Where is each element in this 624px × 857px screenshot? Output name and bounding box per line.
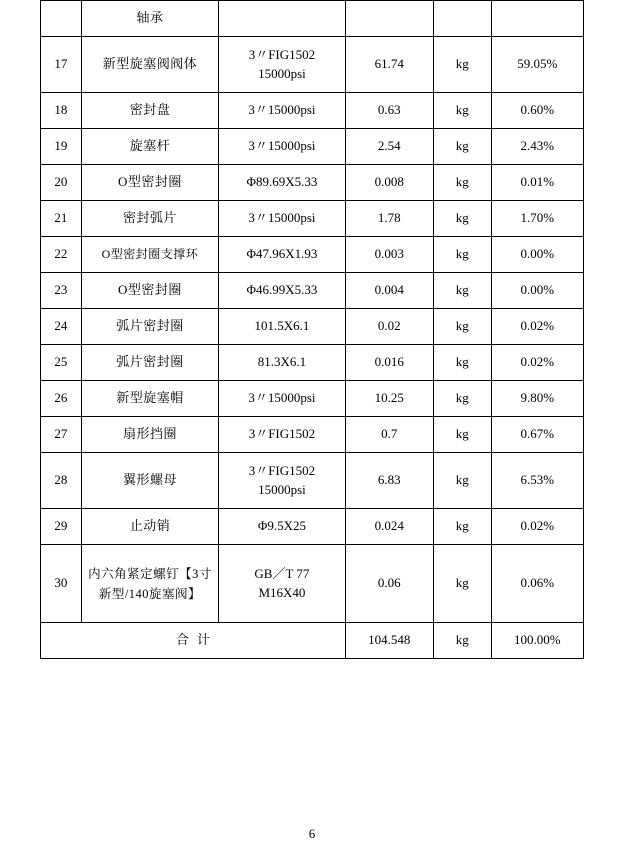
cell-spec-line: GB／T 77 (254, 565, 310, 581)
cell-pct: 6.53% (491, 453, 583, 509)
table-row (41, 345, 584, 381)
table-row (41, 237, 584, 273)
cell-spec-line: M16X40 (258, 584, 306, 600)
cell-weight: 0.63 (345, 93, 433, 129)
cell-weight: 0.7 (345, 417, 433, 453)
table-row (41, 545, 584, 623)
table-row (41, 37, 584, 93)
table-row (41, 381, 584, 417)
cell-unit: kg (433, 509, 491, 545)
cell-no: 17 (41, 37, 82, 93)
cell-no: 25 (41, 345, 82, 381)
cell-spec: Φ46.99X5.33 (219, 273, 346, 309)
cell-spec: 81.3X6.1 (219, 345, 346, 381)
cell-name: 扇形挡圈 (81, 417, 218, 453)
cell-spec: 3〃FIG1502 (219, 417, 346, 453)
cell-spec (219, 37, 346, 93)
table-row (41, 273, 584, 309)
cell-no: 23 (41, 273, 82, 309)
cell-weight: 0.024 (345, 509, 433, 545)
cell-spec: 101.5X6.1 (219, 309, 346, 345)
cell-weight: 0.02 (345, 309, 433, 345)
cell-no: 22 (41, 237, 82, 273)
cell-name: 翼形螺母 (81, 453, 218, 509)
cell-spec (219, 1, 346, 37)
cell-weight: 61.74 (345, 37, 433, 93)
cell-spec-line: 3〃FIG1502 (248, 46, 316, 62)
cell-spec: Φ9.5X25 (219, 509, 346, 545)
cell-total-unit: kg (433, 623, 491, 659)
cell-name: 弧片密封圈 (81, 345, 218, 381)
cell-name: 轴承 (81, 1, 218, 37)
cell-unit (433, 1, 491, 37)
table-row (41, 201, 584, 237)
table-row (41, 1, 584, 37)
cell-weight: 0.003 (345, 237, 433, 273)
cell-unit: kg (433, 165, 491, 201)
cell-pct: 0.02% (491, 345, 583, 381)
cell-spec (219, 545, 346, 623)
table-row (41, 453, 584, 509)
cell-name: 新型旋塞帽 (81, 381, 218, 417)
cell-spec: 3〃15000psi (219, 201, 346, 237)
cell-unit: kg (433, 237, 491, 273)
table-row (41, 93, 584, 129)
cell-name: O型密封圈 (81, 273, 218, 309)
cell-weight (345, 1, 433, 37)
cell-spec: 3〃15000psi (219, 129, 346, 165)
cell-weight: 6.83 (345, 453, 433, 509)
cell-spec: Φ89.69X5.33 (219, 165, 346, 201)
cell-name: O型密封圈支撑环 (81, 237, 218, 273)
cell-name: 内六角紧定螺钉【3寸新型/140旋塞阀】 (81, 545, 218, 623)
cell-weight: 1.78 (345, 201, 433, 237)
table-row (41, 509, 584, 545)
cell-unit: kg (433, 381, 491, 417)
cell-no: 27 (41, 417, 82, 453)
cell-name: O型密封圈 (81, 165, 218, 201)
cell-unit: kg (433, 545, 491, 623)
cell-pct (491, 1, 583, 37)
cell-no: 21 (41, 201, 82, 237)
cell-pct: 0.00% (491, 273, 583, 309)
cell-pct: 9.80% (491, 381, 583, 417)
cell-name: 密封盘 (81, 93, 218, 129)
cell-pct: 2.43% (491, 129, 583, 165)
cell-unit: kg (433, 309, 491, 345)
cell-no: 18 (41, 93, 82, 129)
cell-no: 26 (41, 381, 82, 417)
cell-spec: Φ47.96X1.93 (219, 237, 346, 273)
cell-weight: 0.06 (345, 545, 433, 623)
table-row (41, 309, 584, 345)
cell-pct: 0.60% (491, 93, 583, 129)
cell-unit: kg (433, 273, 491, 309)
cell-no: 20 (41, 165, 82, 201)
cell-weight: 0.004 (345, 273, 433, 309)
cell-spec-line: 3〃FIG1502 (248, 462, 316, 478)
cell-spec-line: 15000psi (258, 65, 306, 81)
table-row (41, 165, 584, 201)
cell-weight: 2.54 (345, 129, 433, 165)
cell-no: 29 (41, 509, 82, 545)
cell-name: 密封弧片 (81, 201, 218, 237)
cell-total-label: 合计 (41, 623, 346, 659)
cell-unit: kg (433, 417, 491, 453)
cell-pct: 0.06% (491, 545, 583, 623)
cell-name: 止动销 (81, 509, 218, 545)
page-number: 6 (308, 826, 316, 841)
cell-no: 30 (41, 545, 82, 623)
cell-total-pct: 100.00% (491, 623, 583, 659)
cell-pct: 0.67% (491, 417, 583, 453)
cell-spec (219, 453, 346, 509)
cell-no: 19 (41, 129, 82, 165)
cell-unit: kg (433, 345, 491, 381)
cell-pct: 1.70% (491, 201, 583, 237)
cell-unit: kg (433, 129, 491, 165)
cell-unit: kg (433, 37, 491, 93)
cell-pct: 0.02% (491, 509, 583, 545)
cell-spec-line: 15000psi (258, 481, 306, 497)
cell-pct: 0.02% (491, 309, 583, 345)
cell-weight: 10.25 (345, 381, 433, 417)
cell-unit: kg (433, 453, 491, 509)
cell-total-weight: 104.548 (345, 623, 433, 659)
cell-no: 28 (41, 453, 82, 509)
table-row (41, 129, 584, 165)
cell-weight: 0.016 (345, 345, 433, 381)
cell-no: 24 (41, 309, 82, 345)
cell-weight: 0.008 (345, 165, 433, 201)
parts-weight-table (40, 0, 584, 659)
cell-pct: 59.05% (491, 37, 583, 93)
table-row (41, 417, 584, 453)
cell-pct: 0.01% (491, 165, 583, 201)
cell-name: 弧片密封圈 (81, 309, 218, 345)
cell-name: 新型旋塞阀阀体 (81, 37, 218, 93)
table-total-row (41, 623, 584, 659)
cell-name: 旋塞杆 (81, 129, 218, 165)
cell-spec: 3〃15000psi (219, 93, 346, 129)
cell-spec: 3〃15000psi (219, 381, 346, 417)
cell-unit: kg (433, 201, 491, 237)
cell-pct: 0.00% (491, 237, 583, 273)
cell-no (41, 1, 82, 37)
cell-unit: kg (433, 93, 491, 129)
